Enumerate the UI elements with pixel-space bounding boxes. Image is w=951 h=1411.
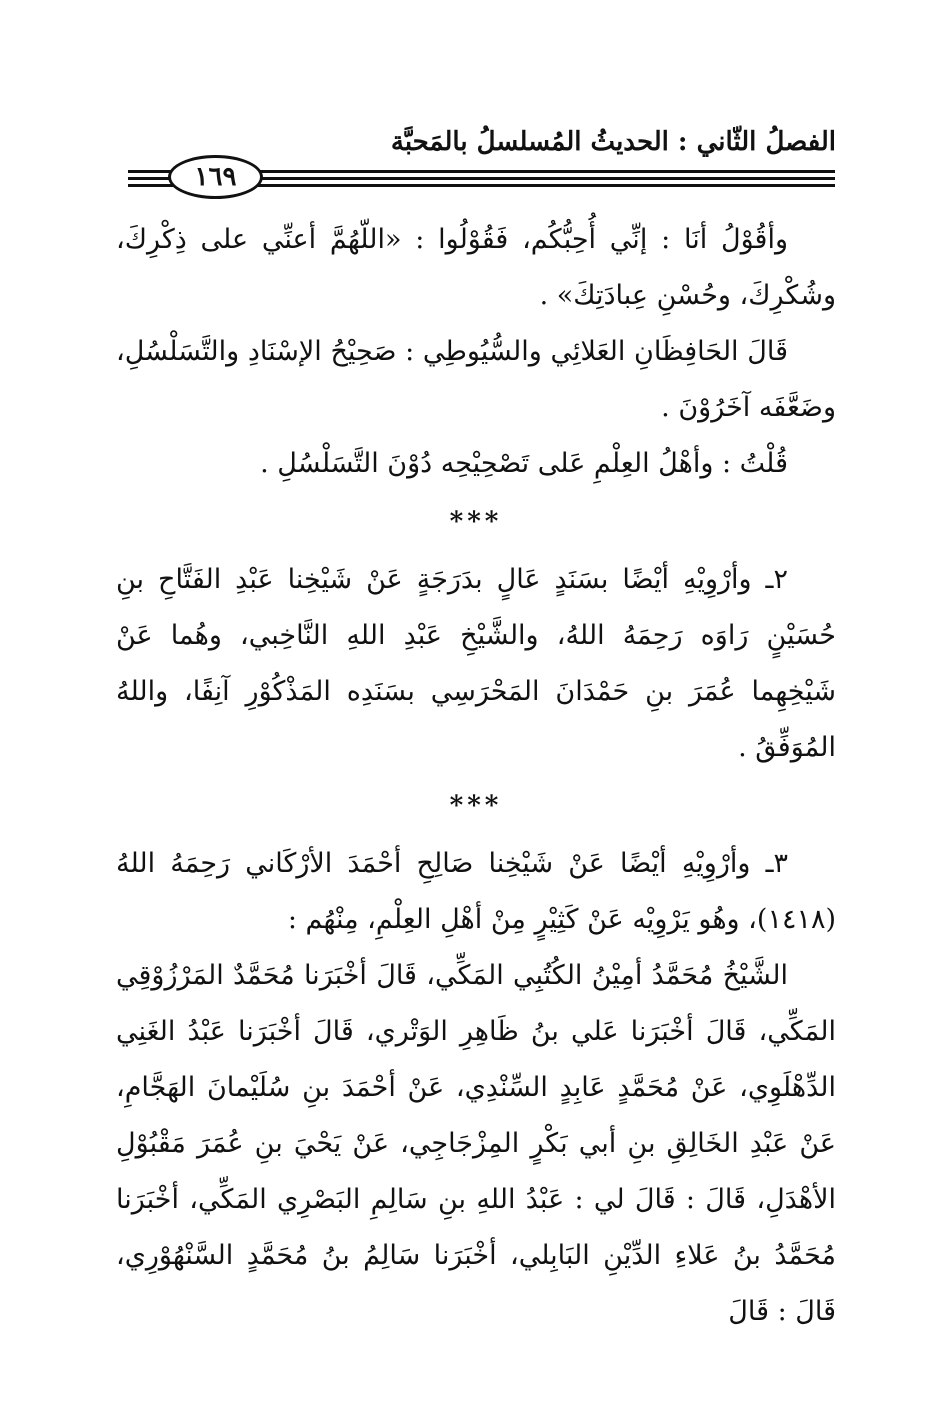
header-rule-right-top [252, 170, 835, 173]
section-separator-1: *** [449, 507, 503, 537]
paragraph-3: قُلْتُ : وأهْلُ العِلْمِ عَلى تَصْحِيْحِه دُوْنَ التَّسَلْسُلِ . [260, 448, 788, 479]
running-head-title: الفصلُ الثّاني : الحديثُ المُسلسلُ بالمَحبَّة [390, 127, 836, 157]
paragraph-4: ٢ـ وأرْوِيْهِ أيْضًا بسَنَدٍ عَالٍ بدَرَجَةٍ عَنْ شَيْخِنا عَبْدِ الفَتَّاحِ بنِ حُسَيْنٍ رَاوَه رَحِمَهُ اللهُ، والشَّيْخِ عَبْدِ اللهِ النَّاخِبي، وهُما عَنْ شَيْخِهِما عُمَرَ بنِ حَمْدَانَ المَحْرَسِي بسَنَدِه المَذْكُوْرِ آنِفًا، واللهُ المُوَفِّقُ . [116, 564, 836, 763]
section-separator-2: *** [449, 791, 503, 821]
page-number-oval [168, 155, 263, 199]
paragraph-5: ٣ـ وأرْوِيْهِ أيْضًا عَنْ شَيْخِنا صَالِحِ أحْمَدَ الأرْكَاني رَحِمَهُ اللهُ (١٤١٨)، وهُو يَرْوِيْه عَنْ كَثِيْرٍ مِنْ أهْلِ العِلْمِ، مِنْهُم : [116, 848, 836, 935]
paragraph-2: قَالَ الحَافِظَانِ العَلائِي والسُّيُوطِي : صَحِيْحُ الإسْنَادِ والتَّسَلْسُلِ، وضَعَّفَه آخَرُوْنَ . [116, 336, 836, 423]
paragraph-6: الشَّيْخُ مُحَمَّدُ أمِيْنُ الكُتُبِي المَكِّي، قَالَ أخْبَرَنا مُحَمَّدٌ المَرْزُوْقِي المَكِّي، قَالَ أخْبَرَنا عَلي بنُ ظَاهِرِ الوَتْري، قَالَ أخْبَرَنا عَبْدُ الغَنِي الدِّهْلَوِي، عَنْ مُحَمَّدٍ عَابِدٍ السِّنْدِي، عَنْ أحْمَدَ بنِ سُلَيْمانَ الهَجَّامِ، عَنْ عَبْدِ الخَالِقِ بنِ أبي بَكْرٍ المِزْجَاجِي، عَنْ يَحْيَ بنِ عُمَرَ مَقْبُوْلِ الأهْدَلِ، قَالَ : قَالَ لي : عَبْدُ اللهِ بنِ سَالِمِ البَصْرِي المَكِّي، أخْبَرَنا مُحَمَّدُ بنُ عَلاءِ الدِّيْنِ البَابِلي، أخْبَرَنا سَالِمُ بنُ مُحَمَّدٍ السَّنْهُوْرِي، قَالَ : قَالَ [116, 960, 836, 1327]
page-number: ١٦٩ [194, 162, 237, 192]
header-rule-right-middle [252, 177, 835, 180]
paragraph-1: وأقُوْلُ أنَا : إنِّي أُحِبُّكُم، فَقُوْلُوا : «اللّهُمَّ أعنِّي على ذِكْرِكَ، وشُكْرِكَ، وحُسْنِ عِبادَتِكَ» . [116, 224, 836, 311]
body-text [116, 212, 836, 1340]
header-rule-right-bottom [252, 184, 835, 187]
